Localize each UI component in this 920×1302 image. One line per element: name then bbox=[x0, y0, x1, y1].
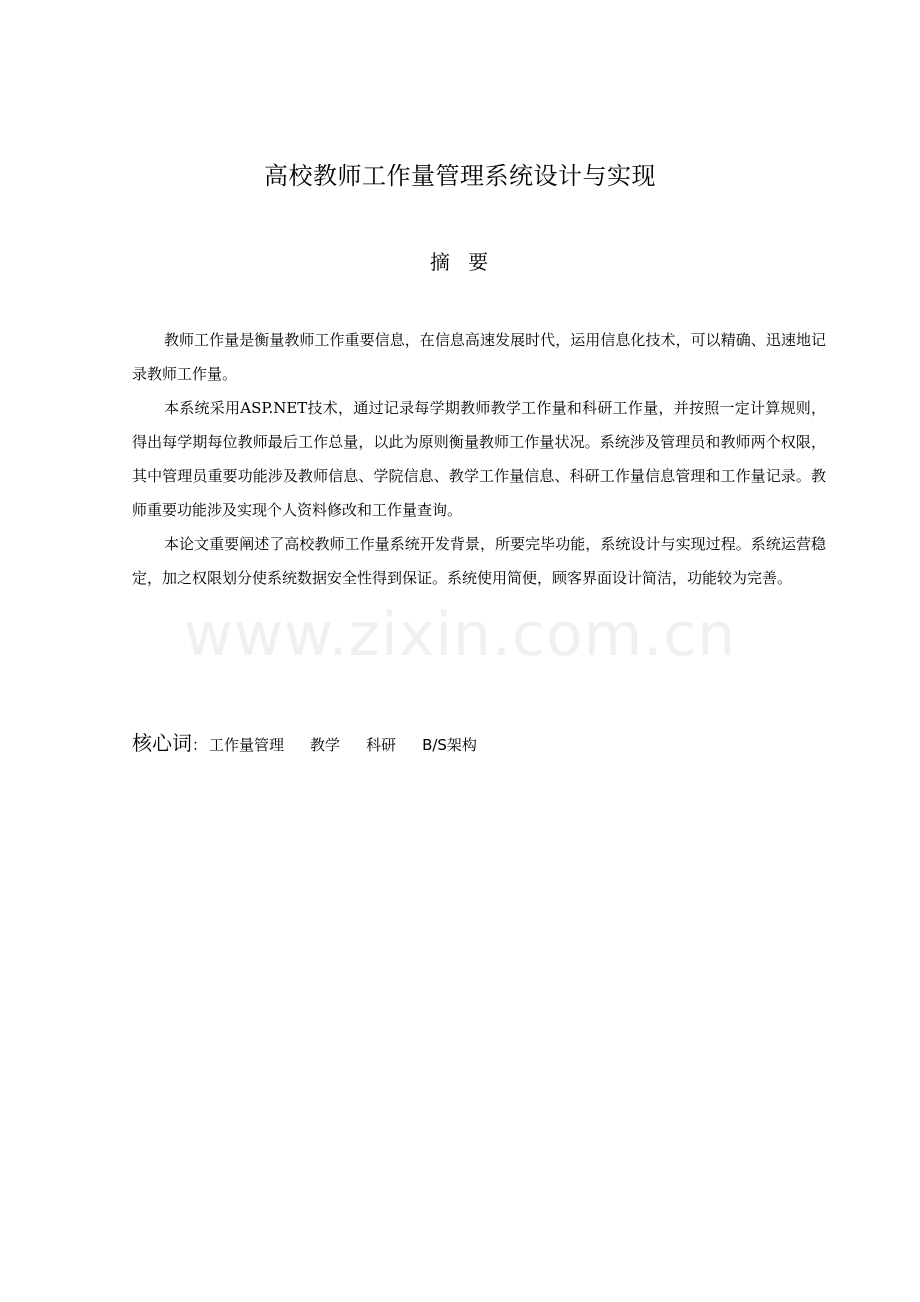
keyword-item: B/S架构 bbox=[422, 736, 477, 754]
document-title: 高校教师工作量管理系统设计与实现 bbox=[264, 162, 656, 190]
watermark: www.zixin.com.cn bbox=[183, 600, 737, 670]
keywords-label: 核心词 bbox=[132, 731, 192, 755]
abstract-paragraph-3: 本论文重要阐述了高校教师工作量系统开发背景，所要完毕功能，系统设计与实现过程。系统运营稳定，加之权限划分使系统数据安全性得到保证。系统使用简便，顾客界面设计简洁，功能较为完善。 bbox=[132, 535, 826, 587]
abstract-paragraph-2: 本系统采用ASP.NET技术，通过记录每学期教师教学工作量和科研工作量，并按照一定计算规则，得出每学期每位教师最后工作总量，以此为原则衡量教师工作量状况。系统涉及管理员和教师两个权限，其中管理员重要功能涉及教师信息、学院信息、教学工作量信息、科研工作量信息管理和工作量记录。教师重要功能涉及实现个人资料修改和工作量查询。 bbox=[132, 399, 826, 519]
abstract-heading: 摘 要 bbox=[429, 250, 495, 274]
keywords-line bbox=[132, 728, 503, 760]
keyword-item: 工作量管理 bbox=[209, 736, 285, 754]
keyword-item: 科研 bbox=[366, 736, 397, 754]
keywords-colon: ： bbox=[192, 736, 208, 754]
abstract-body bbox=[132, 323, 826, 595]
keyword-item: 教学 bbox=[310, 736, 341, 754]
abstract-paragraph-1: 教师工作量是衡量教师工作重要信息，在信息高速发展时代，运用信息化技术，可以精确、迅速地记录教师工作量。 bbox=[132, 331, 826, 383]
